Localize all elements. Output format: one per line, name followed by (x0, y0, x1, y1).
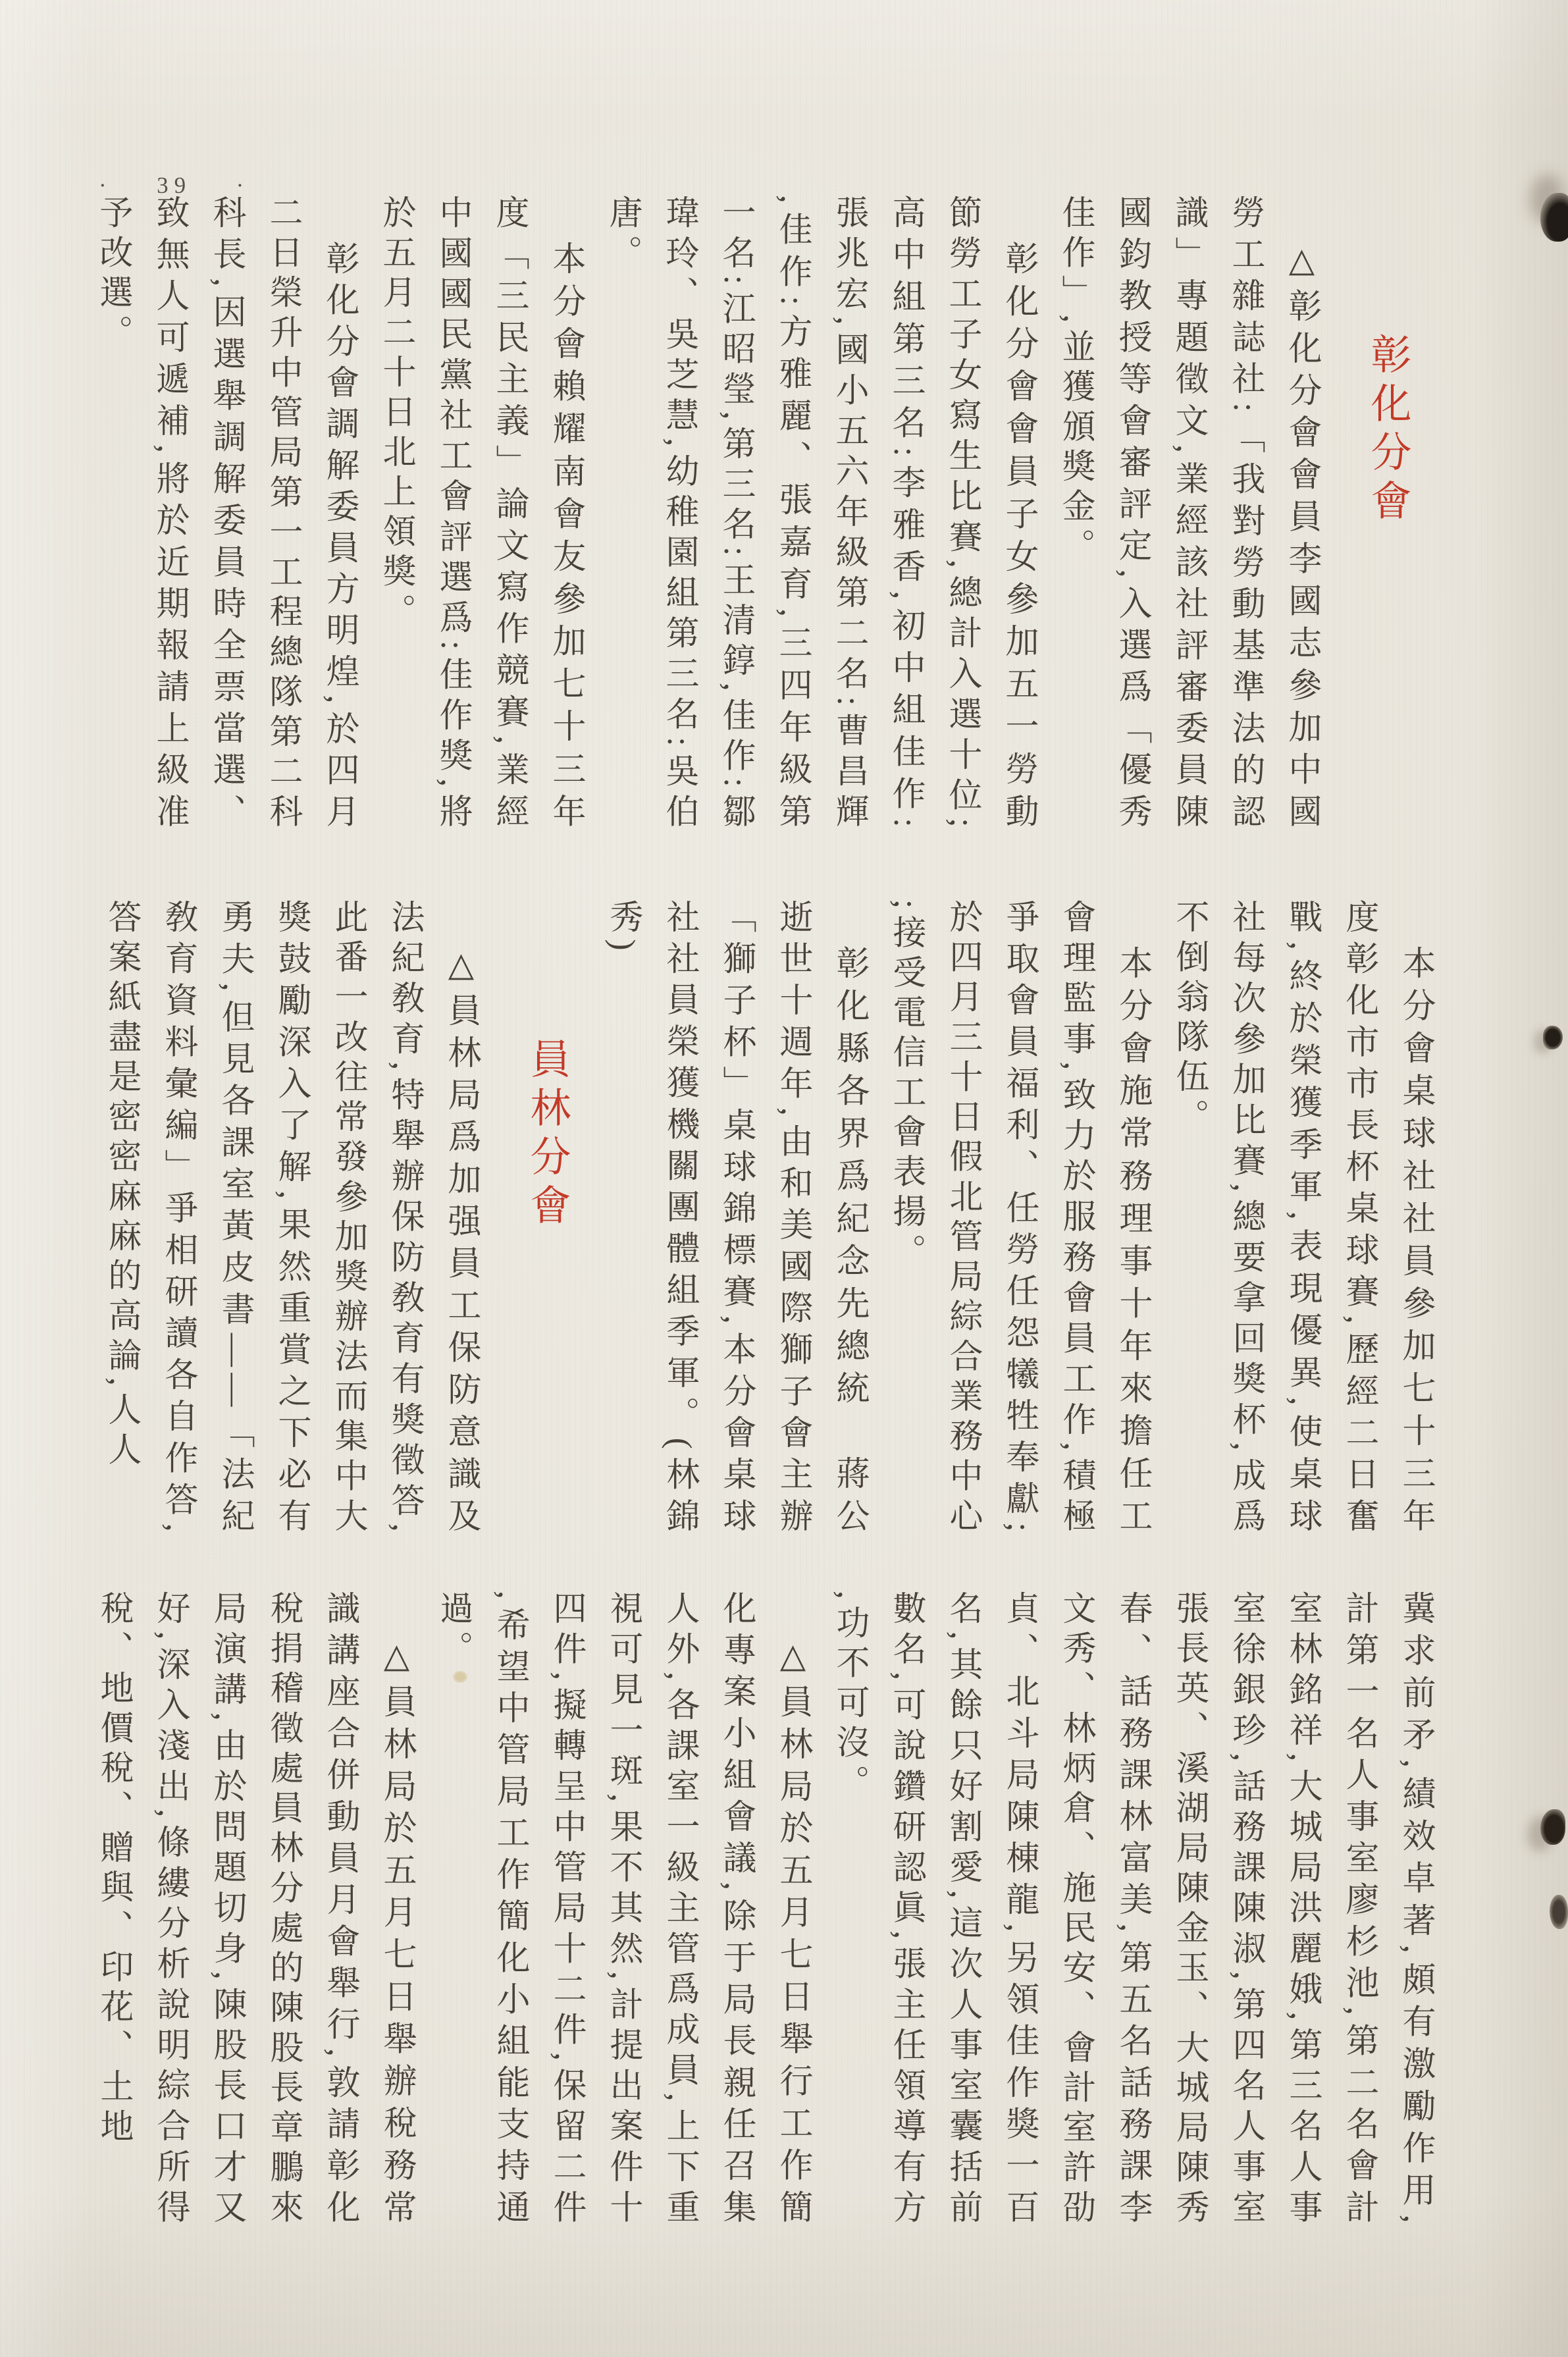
section-title-yuanlin: 員林分會 (524, 1038, 569, 1232)
text-band-top (84, 195, 1415, 834)
ink-stain (1540, 1809, 1565, 1845)
article-paragraph: △員林局於五月七日舉行工作簡化專案小組會議,除于局長親任召集人外,各課室一級主管爲成員,上下重視可見一斑,果不其然,計提出案件十四件,擬轉呈中管局十二件,保留二件,希望中管局工作簡化小組能支持通過。 (434, 1591, 811, 2229)
section-title-changhua: 彰化分會 (1365, 333, 1409, 528)
article-paragraph: △員林局爲加强員工保防意識及法紀敎育,特舉辦保防敎育有獎徵答,此番一改往常發參加獎辦法而集中大獎鼓勵深入了解,果然重賞之下必有勇夫,但見各課室黃皮書——「法紀敎育資料彙編」爭相研讀各自作答,答案紙盡是密密麻麻的高論,人人 (103, 899, 479, 1538)
article-paragraph: 彰化分會會員子女參加五一勞動節勞工子女寫生比賽,總計入選十位;高中組第三名:李雅香,初中組佳作:張兆宏,國小五六年級第二名:曹昌輝,佳作:方雅麗、張嘉育,三四年級第一名:江昭瑩,第三名:王清錞,佳作:鄒瑋玲、吳芝慧,幼稚園組第三名:吳伯唐。 (604, 195, 1037, 834)
article-paragraph: 彰化分會調解委員方明煌,於四月二日榮升中管局第一工程總隊第二科科長,因選舉調解委員時全票當選、致無人可遞補,將於近期報請上級准予改選。 (94, 195, 357, 834)
article-paragraph: 本分會賴耀南會友參加七十三年度「三民主義」論文寫作競賽,業經中國國民黨社工會評選爲:佳作獎,將於五月二十日北上領獎。 (377, 195, 584, 834)
article-paragraph: 本分會施常務理事十年來擔任工會理監事,致力於服務會員工作,積極爭取會員福利、任勞任怨犧牲奉獻;於四月三十日假北管局綜合業務中心;接受電信工會表揚。 (887, 899, 1151, 1538)
article-paragraph: 本分會桌球社社員參加七十三年度彰化市市長杯桌球賽,歷經二日奮戰,終於榮獲季軍,表現優異,使桌球社每次參加比賽,總要拿回獎杯,成爲不倒翁隊伍。 (1170, 899, 1434, 1538)
ink-stain (1543, 1026, 1563, 1049)
page-number: · 39 · (99, 172, 250, 198)
article-paragraph: 冀求前矛,績效卓著,頗有激勵作用,計第一名人事室廖杉池,第二名會計室林銘祥,大城局洪麗娥,第三名人事室徐銀珍,話務課陳淑,第四名人事室張長英、溪湖局陳金玉、大城局陳秀春、話務課林富美,第五名話務課李文秀、林炳倉、施民安、會計室許劭貞、北斗局陳棟龍,另領佳作獎一百名,其餘只好割愛,這次人事室囊括前數名,可說鑽研認眞,張主任領導有方,功不可沒。 (831, 1591, 1434, 2229)
ink-stain (1550, 1895, 1568, 1929)
paper-stain (453, 1671, 467, 1683)
text-band-middle (93, 899, 1444, 1538)
article-paragraph: △彰化分會會員李國志參加中國勞工雜誌社:「我對勞動基準法的認識」專題徵文,業經該社評審委員陳國鈞教授等會審評定,入選爲「優秀佳作」,並獲頒獎金。 (1057, 195, 1320, 834)
text-band-bottom (85, 1591, 1444, 2229)
ink-stain (1540, 193, 1568, 242)
article-paragraph: △員林局於五月七日舉辦稅務常識講座合併動員月會舉行,敦請彰化稅捐稽徵處員林分處的陳股長章鵬來局演講,由於問題切身,陳股長口才又好,深入淺出,條縷分析說明綜合所得稅、地價稅、贈與、印花、土地 (95, 1591, 415, 2229)
article-paragraph: 彰化縣各界爲紀念先總統 蔣公逝世十週年,由和美國際獅子會主辦「獅子杯」桌球錦標賽,本分會桌球社社員榮獲機關團體組季軍。(林錦秀) (604, 899, 868, 1538)
